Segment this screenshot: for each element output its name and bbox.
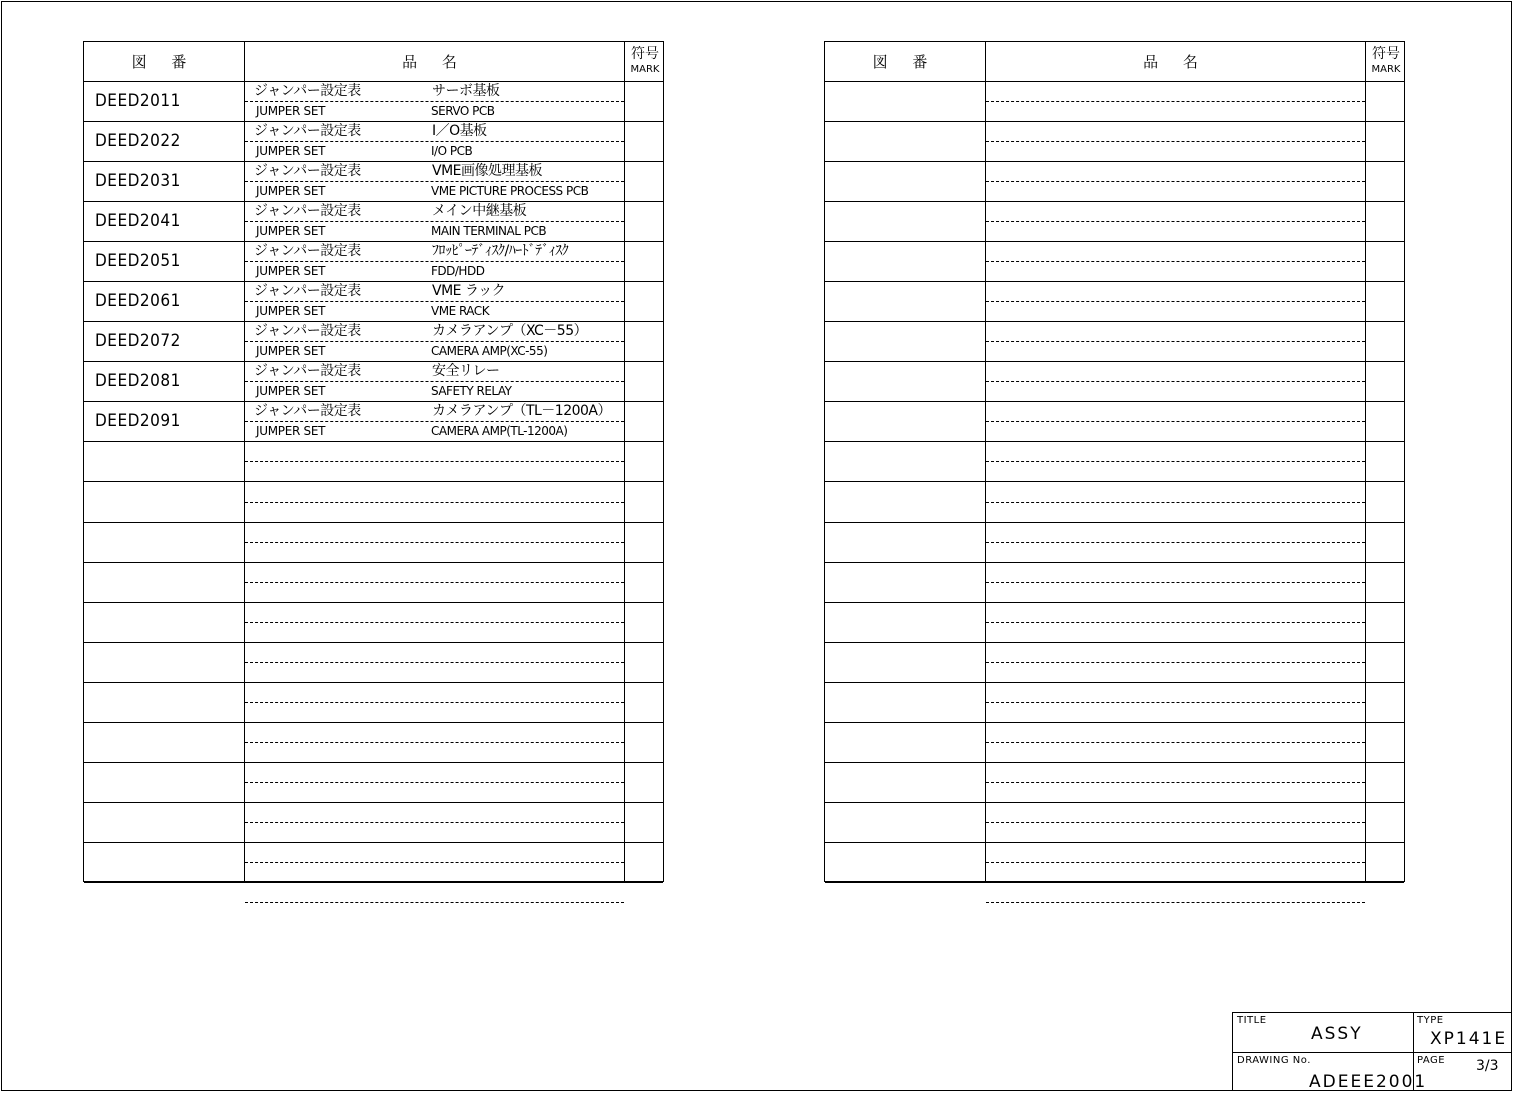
row-dashed-line <box>986 181 1365 182</box>
row-dashed-line <box>245 141 624 142</box>
header-mark-jp: 符号 <box>631 46 659 62</box>
row-name-jp: ジャンパー設定表 <box>254 83 361 99</box>
row-dashed-line <box>245 902 624 903</box>
row-item-jp: カメラアンプ（TL－1200A） <box>432 403 611 420</box>
row-dashed-line <box>986 101 1365 102</box>
row-drawing-number: DEED2041 <box>95 211 181 232</box>
row-dashed-line <box>245 101 624 102</box>
row-name-en: JUMPER SET <box>256 344 326 359</box>
header-mark-jp: 符号 <box>1372 46 1400 62</box>
title-block <box>1232 1012 1511 1091</box>
header-mark <box>1366 42 1406 81</box>
type-value: XP141E <box>1430 1029 1508 1049</box>
table-row <box>84 803 663 843</box>
row-dashed-line <box>986 141 1365 142</box>
row-dashed-line <box>986 261 1365 262</box>
table-row <box>825 122 1404 162</box>
row-dashed-line <box>986 742 1365 743</box>
row-item-en: SERVO PCB <box>431 104 495 118</box>
row-dashed-line <box>986 902 1365 903</box>
row-dashed-line <box>986 301 1365 302</box>
row-dashed-line <box>245 381 624 382</box>
table-row <box>825 603 1404 643</box>
row-drawing-number: DEED2022 <box>95 131 181 152</box>
row-dashed-line <box>245 502 624 503</box>
row-item-en: FDD/HDD <box>431 264 485 279</box>
row-dashed-line <box>245 622 624 623</box>
table-row <box>84 643 663 683</box>
table-row <box>84 603 663 643</box>
row-dashed-line <box>245 662 624 663</box>
row-item-en: VME PICTURE PROCESS PCB <box>431 184 589 199</box>
row-name-jp: ジャンパー設定表 <box>254 363 361 380</box>
row-dashed-line <box>986 542 1365 543</box>
table-row <box>84 683 663 723</box>
table-row <box>84 202 663 242</box>
row-name-en: JUMPER SET <box>256 184 326 199</box>
row-item-jp: I／O基板 <box>432 123 487 140</box>
row-dashed-line <box>245 341 624 342</box>
table-row <box>825 683 1404 723</box>
row-dashed-line <box>245 421 624 422</box>
table-row <box>825 282 1404 322</box>
row-dashed-line <box>245 702 624 703</box>
table-row <box>84 843 663 883</box>
row-name-en: JUMPER SET <box>256 104 326 118</box>
table-row <box>825 402 1404 442</box>
table-row <box>84 242 663 282</box>
row-dashed-line <box>986 461 1365 462</box>
row-dashed-line <box>245 301 624 302</box>
table-row <box>84 883 663 923</box>
table-row <box>825 162 1404 202</box>
row-item-en: SAFETY RELAY <box>431 384 512 399</box>
row-dashed-line <box>245 862 624 863</box>
table-row <box>84 122 663 162</box>
header-part-name: 品 名 <box>1143 53 1208 71</box>
table-row <box>84 523 663 563</box>
row-name-jp: ジャンパー設定表 <box>254 163 361 180</box>
page-label: PAGE <box>1417 1055 1446 1066</box>
page-value: 3/3 <box>1476 1058 1499 1074</box>
row-dashed-line <box>245 782 624 783</box>
row-dashed-line <box>986 582 1365 583</box>
row-dashed-line <box>986 341 1365 342</box>
row-name-en: JUMPER SET <box>256 424 326 439</box>
table-row <box>825 723 1404 763</box>
table-row <box>825 322 1404 362</box>
table-row <box>84 442 663 482</box>
row-drawing-number: DEED2031 <box>95 171 181 192</box>
row-dashed-line <box>245 461 624 462</box>
table-header <box>825 42 1404 82</box>
row-dashed-line <box>245 261 624 262</box>
row-item-jp: メイン中継基板 <box>432 203 527 220</box>
row-item-en: I/O PCB <box>431 144 473 159</box>
table-row <box>84 82 663 122</box>
row-name-jp: ジャンパー設定表 <box>254 283 361 300</box>
table-row <box>825 202 1404 242</box>
table-row <box>84 282 663 322</box>
row-item-jp: ﾌﾛｯﾋﾟｰﾃﾞｨｽｸ/ﾊｰﾄﾞﾃﾞｨｽｸ <box>432 243 569 260</box>
drawing-no-label: DRAWING No. <box>1237 1055 1311 1066</box>
row-dashed-line <box>986 421 1365 422</box>
row-drawing-number: DEED2081 <box>95 371 181 392</box>
table-row <box>825 563 1404 603</box>
row-name-en: JUMPER SET <box>256 144 326 159</box>
row-dashed-line <box>986 862 1365 863</box>
title-label: TITLE <box>1237 1015 1267 1026</box>
row-name-jp: ジャンパー設定表 <box>254 243 361 260</box>
row-item-jp: VME ラック <box>432 283 506 300</box>
type-label: TYPE <box>1417 1015 1444 1026</box>
table-row <box>825 803 1404 843</box>
table-row <box>825 82 1404 122</box>
header-drawing-number: 図 番 <box>872 53 938 71</box>
row-drawing-number: DEED2011 <box>95 91 181 111</box>
row-dashed-line <box>986 702 1365 703</box>
title-value: ASSY <box>1311 1024 1363 1044</box>
row-drawing-number: DEED2051 <box>95 251 181 272</box>
row-item-en: VME RACK <box>431 304 490 319</box>
table-row <box>825 242 1404 282</box>
row-name-en: JUMPER SET <box>256 384 326 399</box>
row-item-jp: カメラアンプ（XC－55） <box>432 323 588 340</box>
table-row <box>84 483 663 523</box>
row-name-jp: ジャンパー設定表 <box>254 403 361 420</box>
table-row <box>825 883 1404 923</box>
row-dashed-line <box>986 662 1365 663</box>
row-name-jp: ジャンパー設定表 <box>254 123 361 140</box>
table-row <box>84 162 663 202</box>
table-header <box>84 42 663 82</box>
row-name-en: JUMPER SET <box>256 264 326 279</box>
row-name-en: JUMPER SET <box>256 304 326 319</box>
row-drawing-number: DEED2091 <box>95 411 181 432</box>
row-item-en: CAMERA AMP(TL-1200A) <box>431 424 568 439</box>
row-dashed-line <box>986 622 1365 623</box>
header-mark <box>625 42 665 81</box>
row-dashed-line <box>245 582 624 583</box>
table-row <box>825 362 1404 402</box>
row-drawing-number: DEED2072 <box>95 331 181 352</box>
row-item-jp: 安全リレー <box>432 363 500 380</box>
row-dashed-line <box>986 822 1365 823</box>
row-dashed-line <box>245 181 624 182</box>
title-block-divider <box>1233 1052 1511 1053</box>
row-dashed-line <box>245 822 624 823</box>
row-item-en: MAIN TERMINAL PCB <box>431 224 547 239</box>
table-row <box>84 763 663 803</box>
table-row <box>825 523 1404 563</box>
table-row <box>825 843 1404 883</box>
drawing-no-value: ADEEE2001 <box>1309 1072 1428 1092</box>
row-dashed-line <box>986 502 1365 503</box>
header-mark-en: MARK <box>630 64 660 75</box>
row-name-en: JUMPER SET <box>256 224 326 239</box>
row-name-jp: ジャンパー設定表 <box>254 323 361 340</box>
header-mark-en: MARK <box>1371 64 1401 75</box>
table-row <box>84 402 663 442</box>
row-name-jp: ジャンパー設定表 <box>254 203 361 220</box>
row-item-jp: VME画像処理基板 <box>432 163 543 180</box>
row-dashed-line <box>245 542 624 543</box>
row-dashed-line <box>245 221 624 222</box>
table-row <box>825 442 1404 482</box>
table-row <box>825 483 1404 523</box>
table-row <box>84 723 663 763</box>
row-item-jp: サーボ基板 <box>432 83 500 99</box>
table-row <box>825 643 1404 683</box>
table-row <box>825 763 1404 803</box>
table-row <box>84 563 663 603</box>
parts-list-table-right <box>824 41 1405 882</box>
table-row <box>84 322 663 362</box>
table-row <box>84 362 663 402</box>
header-drawing-number: 図 番 <box>131 53 197 71</box>
header-part-name: 品 名 <box>402 53 467 71</box>
row-dashed-line <box>986 381 1365 382</box>
row-dashed-line <box>986 782 1365 783</box>
parts-list-table-left <box>83 41 664 882</box>
row-drawing-number: DEED2061 <box>95 291 181 312</box>
row-dashed-line <box>986 221 1365 222</box>
row-dashed-line <box>245 742 624 743</box>
row-item-en: CAMERA AMP(XC-55) <box>431 344 548 359</box>
